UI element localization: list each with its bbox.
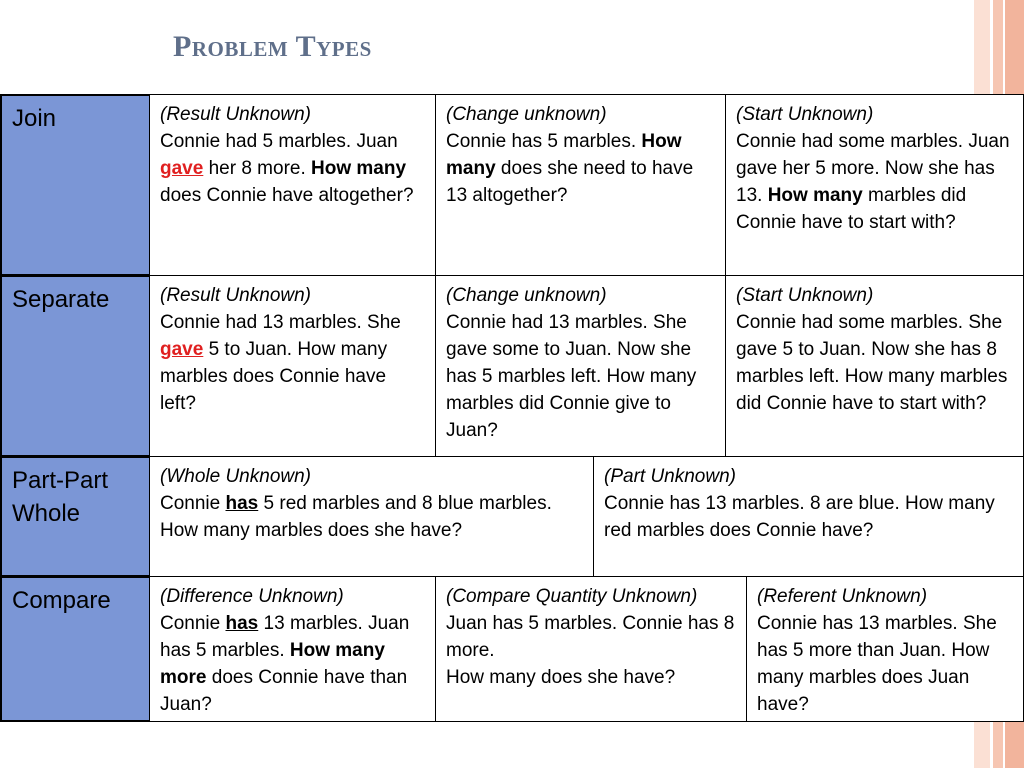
problem-text: How many does she have? (446, 667, 676, 688)
separate-change-unknown (435, 275, 727, 457)
row-header-part-part-whole: Part-Part Whole (0, 456, 151, 577)
problem-text: Connie had 13 marbles. She gave some to Juan. Now she has 5 marbles left. How many marbles did Connie give to Juan? (446, 312, 697, 441)
keyword-bold: How many more (160, 640, 385, 688)
subtype-label: (Result Unknown) (160, 285, 311, 306)
join-result-unknown (149, 94, 437, 276)
keyword-bold: How many (767, 185, 863, 206)
ppw-part-unknown (593, 456, 1024, 577)
problem-text: Connie (160, 493, 226, 514)
table-row-compare (0, 576, 1024, 722)
subtype-label: (Compare Quantity Unknown) (446, 586, 698, 607)
join-change-unknown (435, 94, 727, 276)
problem-text: her 8 more. (203, 158, 312, 179)
problem-text: does Connie have altogether? (160, 185, 414, 206)
problem-text: Connie had 13 marbles. She (160, 312, 401, 333)
problem-text: marbles did Connie have to start with? (736, 185, 967, 233)
keyword-underline: has (225, 613, 259, 634)
subtype-label: (Referent Unknown) (757, 586, 928, 607)
compare-quantity-unknown (435, 576, 748, 722)
subtype-label: (Part Unknown) (604, 466, 736, 487)
problem-text: Connie had some marbles. Juan gave her 5 more. Now she has 13. (736, 131, 1010, 206)
row-header-join: Join (0, 94, 151, 276)
problem-text: 5 red marbles and 8 blue marbles. How many marbles does she have? (160, 493, 552, 541)
subtype-label: (Start Unknown) (736, 285, 874, 306)
compare-difference-unknown (149, 576, 437, 722)
problem-text: Connie had some marbles. She gave 5 to Juan. Now she has 8 marbles left. How many marbles did Connie have to start with? (736, 312, 1008, 414)
subtype-label: (Change unknown) (446, 104, 607, 125)
row-header-compare: Compare (0, 576, 151, 722)
keyword-bold: How many (311, 158, 407, 179)
compare-referent-unknown (746, 576, 1024, 722)
problem-text: Connie has 13 marbles. 8 are blue. How many red marbles does Connie have? (604, 493, 995, 541)
problem-text: Connie (160, 613, 226, 634)
problem-text: 13 marbles. Juan has 5 marbles. (160, 613, 410, 661)
problem-text: Connie has 13 marbles. She has 5 more than Juan. How many marbles does Juan have? (757, 613, 997, 715)
keyword-highlight: gave (160, 158, 204, 179)
ppw-whole-unknown (149, 456, 595, 577)
keyword-highlight: gave (160, 339, 204, 360)
problem-text: does she need to have 13 altogether? (446, 158, 694, 206)
keyword-underline: has (225, 493, 259, 514)
table-row-separate (0, 275, 1024, 457)
subtype-label: (Result Unknown) (160, 104, 311, 125)
keyword-bold: How many (446, 131, 682, 179)
problem-text: Juan has 5 marbles. Connie has 8 more. (446, 613, 735, 661)
subtype-label: (Start Unknown) (736, 104, 874, 125)
problem-text: Connie has 5 marbles. (446, 131, 642, 152)
subtype-label: (Whole Unknown) (160, 466, 311, 487)
separate-start-unknown (725, 275, 1024, 457)
join-start-unknown (725, 94, 1024, 276)
page-title: Problem Types (173, 30, 372, 63)
table-row-part-part-whole (0, 456, 1024, 577)
table-row-join (0, 94, 1024, 276)
separate-result-unknown (149, 275, 437, 457)
problem-text: Connie had 5 marbles. Juan (160, 131, 398, 152)
subtype-label: (Change unknown) (446, 285, 607, 306)
row-header-separate: Separate (0, 275, 151, 457)
subtype-label: (Difference Unknown) (160, 586, 344, 607)
problem-text: 5 to Juan. How many marbles does Connie have left? (160, 339, 388, 414)
problem-text: does Connie have than Juan? (160, 667, 408, 715)
